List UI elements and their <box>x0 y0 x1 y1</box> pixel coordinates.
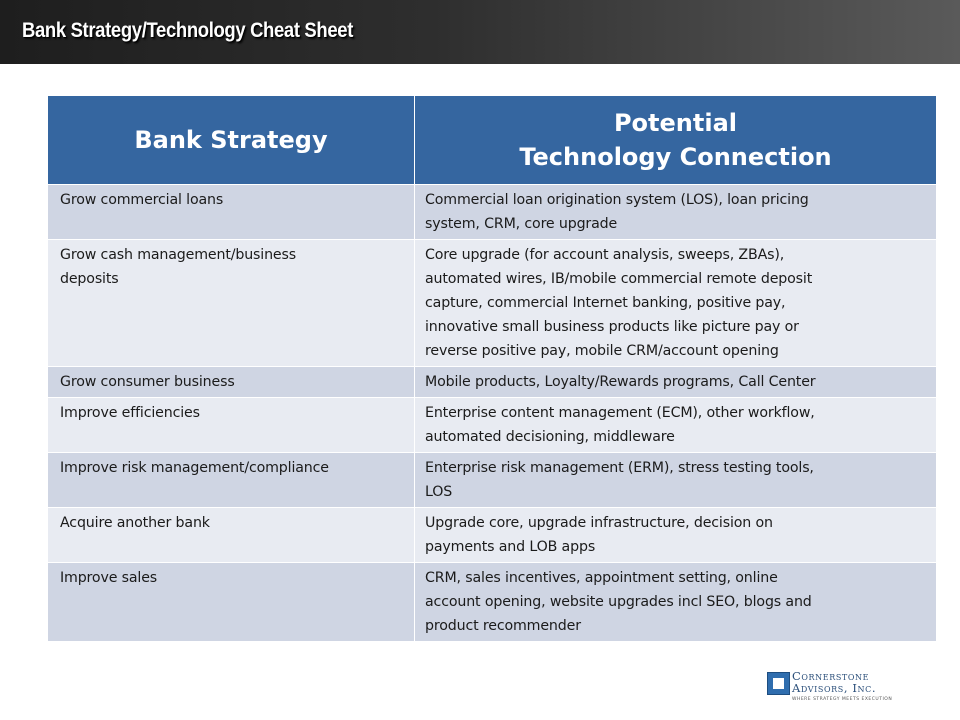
table-header-row <box>48 96 937 185</box>
technology-cell: Enterprise risk management (ERM), stress testing tools, LOS <box>415 453 937 508</box>
strategy-cell: Improve risk management/compliance <box>48 453 415 508</box>
strategy-cell: Grow cash management/business deposits <box>48 240 415 367</box>
table-row <box>48 563 937 642</box>
table-row <box>48 185 937 240</box>
technology-cell: Commercial loan origination system (LOS), loan pricing system, CRM, core upgrade <box>415 185 937 240</box>
slide-title: Bank Strategy/Technology Cheat Sheet <box>22 19 354 42</box>
table-row <box>48 508 937 563</box>
table-row <box>48 398 937 453</box>
strategy-cell: Improve sales <box>48 563 415 642</box>
header-bank-strategy: Bank Strategy <box>48 96 415 185</box>
logo-square-icon <box>767 672 790 695</box>
title-bar <box>0 0 960 64</box>
technology-cell: CRM, sales incentives, appointment setting, online account opening, website upgrades incl SEO, blogs and product recommender <box>415 563 937 642</box>
table-row <box>48 367 937 398</box>
table-row <box>48 453 937 508</box>
technology-cell: Mobile products, Loyalty/Rewards programs, Call Center <box>415 367 937 398</box>
header-technology-connection: Potential Technology Connection <box>415 96 937 185</box>
cheat-sheet-table <box>47 95 937 642</box>
strategy-cell: Improve efficiencies <box>48 398 415 453</box>
table-body <box>48 185 937 642</box>
technology-cell: Upgrade core, upgrade infrastructure, decision on payments and LOB apps <box>415 508 937 563</box>
logo-tagline: WHERE STRATEGY MEETS EXECUTION <box>792 697 893 702</box>
table-row <box>48 240 937 367</box>
technology-cell: Core upgrade (for account analysis, sweeps, ZBAs), automated wires, IB/mobile commercial remote deposit capture, commercial Internet banking, positive pay, innovative small business products like picture pay or reverse positive pay, mobile CRM/account opening <box>415 240 937 367</box>
strategy-cell: Grow consumer business <box>48 367 415 398</box>
company-logo <box>767 670 897 710</box>
strategy-cell: Grow commercial loans <box>48 185 415 240</box>
technology-cell: Enterprise content management (ECM), other workflow, automated decisioning, middleware <box>415 398 937 453</box>
logo-name: Cornerstone Advisors, Inc. <box>792 669 877 695</box>
strategy-cell: Acquire another bank <box>48 508 415 563</box>
